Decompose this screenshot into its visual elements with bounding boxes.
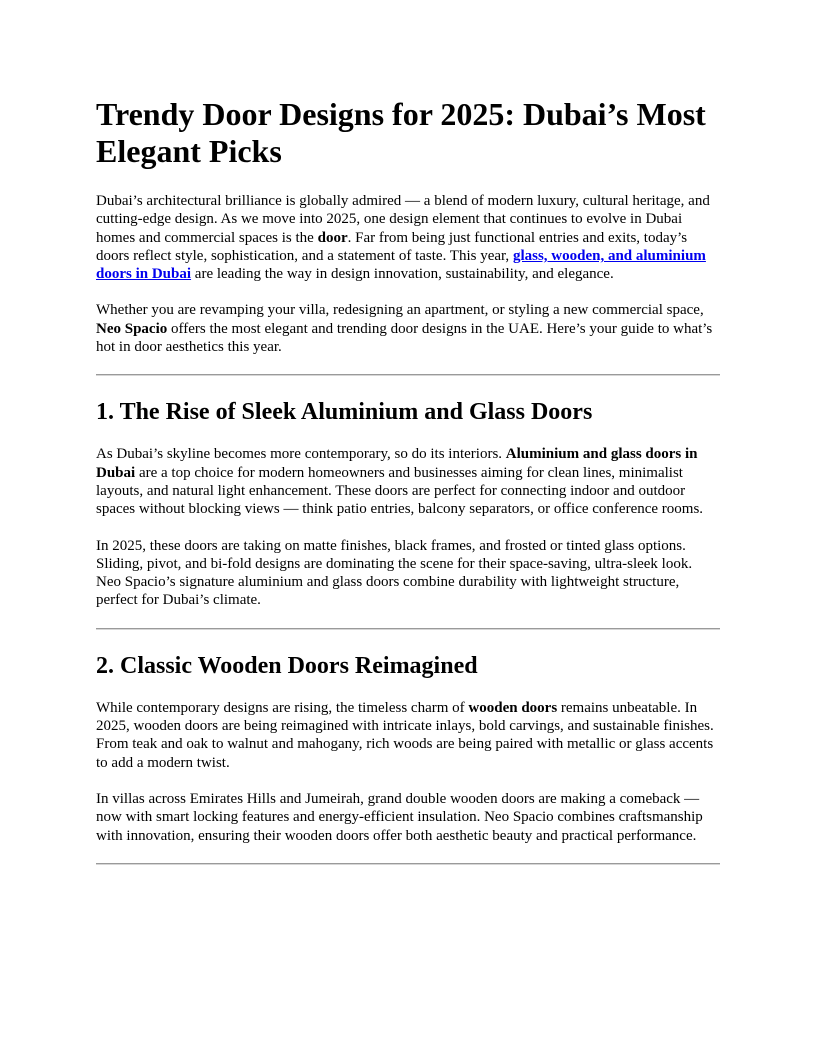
document-page [96, 96, 720, 887]
section-divider-2 [96, 628, 720, 630]
intro-p2-text-a: Whether you are revamping your villa, redesigning an apartment, or styling a new commercial space, [96, 302, 704, 319]
intro-p1-text-b: . Far from being just functional entries and exits, today’s doors reflect style, sophistication, and a statement of taste. This year, [96, 229, 688, 264]
section-divider-1 [96, 374, 720, 376]
section-2-paragraph-1 [96, 699, 720, 772]
s2-p1-bold: wooden doors [468, 699, 558, 716]
intro-p2-bold-brand: Neo Spacio [96, 320, 168, 337]
doors-dubai-link[interactable]: glass, wooden, and aluminium doors in Dubai [96, 247, 706, 283]
intro-paragraph-1 [96, 192, 720, 283]
s2-p1-text-a: While contemporary designs are rising, the timeless charm of [96, 699, 469, 716]
page-title: Trendy Door Designs for 2025: Dubai’s Most Elegant Picks [96, 96, 706, 169]
s2-p1-text-b: remains unbeatable. In 2025, wooden doors are being reimagined with intricate inlays, bold carvings, and sustainable finishes. From teak and oak to walnut and mahogany, rich woods are being paired with metallic or glass accents to add a modern twist. [96, 699, 714, 771]
section-1-paragraph-1 [96, 445, 720, 518]
section-1-heading: 1. The Rise of Sleek Aluminium and Glass Doors [96, 399, 593, 426]
s1-p1-bold: Aluminium and glass doors in Dubai [96, 446, 698, 481]
s1-p1-text-a: As Dubai’s skyline becomes more contemporary, so do its interiors. [96, 446, 506, 463]
section-2-heading: 2. Classic Wooden Doors Reimagined [96, 652, 478, 679]
section-1-paragraph-2: In 2025, these doors are taking on matte finishes, black frames, and frosted or tinted glass options. Sliding, pivot, and bi-fold designs are dominating the scene for their space-saving, ultra-sleek look. Neo Spacio’s signature aluminium and glass doors combine durability with lightweight structure, perfect for Dubai’s climate. [96, 537, 693, 609]
intro-p1-text-c: are leading the way in design innovation, sustainability, and elegance. [191, 266, 614, 283]
section-2-paragraph-2: In villas across Emirates Hills and Jumeirah, grand double wooden doors are making a comeback — now with smart locking features and energy-efficient insulation. Neo Spacio combines craftsmanship with innovation, ensuring their wooden doors offer both aesthetic beauty and practical performance. [96, 790, 703, 844]
s1-p1-text-b: are a top choice for modern homeowners and businesses aiming for clean lines, minimalist layouts, and natural light enhancement. These doors are perfect for connecting indoor and outdoor spaces without blocking views — think patio entries, balcony separators, or office conference rooms. [96, 464, 704, 518]
intro-p1-bold-door: door [317, 229, 348, 246]
section-divider-3 [96, 863, 720, 865]
intro-p1-text-a: Dubai’s architectural brilliance is globally admired — a blend of modern luxury, cultural heritage, and cutting-edge design. As we move into 2025, one design element that continues to evolve in Dubai homes and commercial spaces is the [96, 193, 710, 246]
intro-p2-text-b: offers the most elegant and trending door designs in the UAE. Here’s your guide to what’s hot in door aesthetics this year. [96, 320, 713, 356]
intro-paragraph-2 [96, 301, 720, 356]
